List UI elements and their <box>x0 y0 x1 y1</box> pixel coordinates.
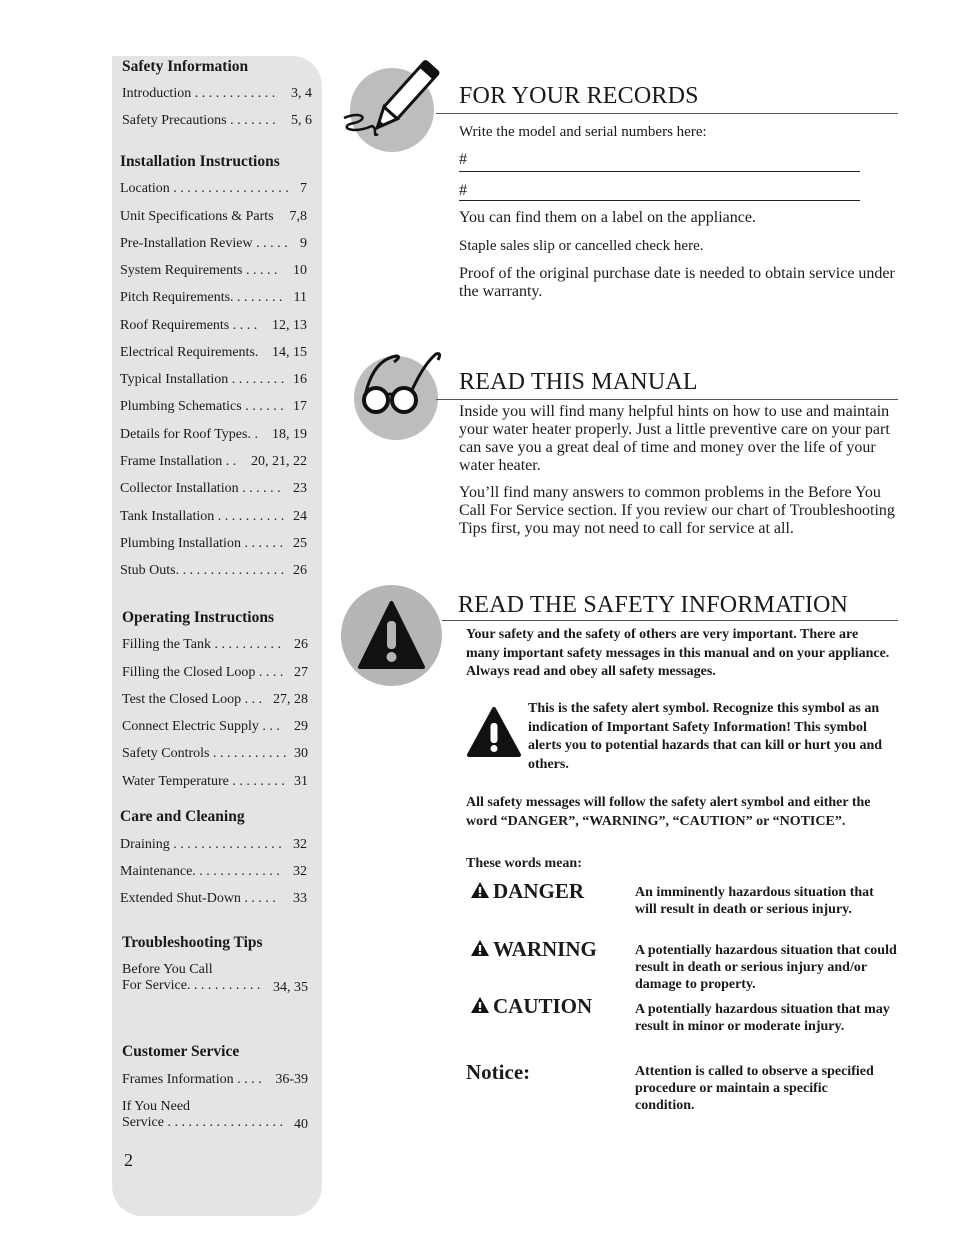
toc-item[interactable]: Location . . . . . . . . . . . . . . . . . 7 <box>120 181 307 196</box>
toc-item[interactable]: Safety Precautions . . . . . . . 5, 6 <box>122 113 312 128</box>
toc-item[interactable]: Water Temperature . . . . . . . . 31 <box>122 774 308 789</box>
toc-item[interactable]: Electrical Requirements. 14, 15 <box>120 345 307 360</box>
manual-paragraph: You’ll find many answers to common problems in the Before You Call For Service section. If you review our chart of Troubleshooting Tips first, you may not need to call for service at all. <box>459 484 895 537</box>
toc-item[interactable]: Filling the Tank . . . . . . . . . . 26 <box>122 637 308 652</box>
toc-heading[interactable]: Operating Instructions <box>122 609 274 626</box>
alert-triangle-icon <box>470 881 490 899</box>
toc-heading[interactable]: Customer Service <box>122 1043 240 1060</box>
toc-item[interactable]: Typical Installation . . . . . . . . 16 <box>120 372 307 387</box>
toc-item[interactable]: Draining . . . . . . . . . . . . . . . . 32 <box>120 837 307 852</box>
toc-item[interactable]: Plumbing Schematics . . . . . . 17 <box>120 399 307 414</box>
warning-signal: WARNING <box>470 937 597 962</box>
toc-item[interactable]: Unit Specifications & Parts 7,8 <box>120 209 307 224</box>
caution-signal: CAUTION <box>470 994 592 1019</box>
toc-heading[interactable]: Troubleshooting Tips <box>122 934 263 951</box>
serial-number-field[interactable] <box>459 200 860 201</box>
toc-item[interactable]: Pitch Requirements. . . . . . . . 11 <box>120 290 307 305</box>
toc-item[interactable]: Safety Controls . . . . . . . . . . . 30 <box>122 746 308 761</box>
section-title-records: FOR YOUR RECORDS <box>459 83 699 109</box>
toc-item[interactable]: Test the Closed Loop . . . 27, 28 <box>122 692 308 707</box>
records-intro: Write the model and serial numbers here: <box>459 124 707 140</box>
alert-triangle-icon <box>470 939 490 957</box>
eyeglasses-icon <box>354 356 438 440</box>
page-number: 2 <box>124 1150 133 1170</box>
divider <box>436 399 898 400</box>
toc-heading[interactable]: Safety Information <box>122 58 249 75</box>
caution-description: A potentially hazardous situation that may result in minor or moderate injury. <box>635 1002 890 1034</box>
toc-item[interactable]: Pre-Installation Review . . . . . 9 <box>120 236 307 251</box>
notice-description: Attention is called to observe a specified procedure or maintain a specific condition. <box>635 1064 874 1113</box>
notice-signal: Notice: <box>466 1060 531 1084</box>
danger-description: An imminently hazardous situation that will result in death or serious injury. <box>635 885 874 917</box>
section-title-safety: READ THE SAFETY INFORMATION <box>458 592 849 618</box>
toc-item[interactable]: Details for Roof Types. . 18, 19 <box>120 427 307 442</box>
toc-item[interactable]: If You Need Service . . . . . . . . . . . . . . . . . 40 <box>122 1099 308 1132</box>
toc-item[interactable]: Frame Installation . . 20, 21, 22 <box>120 454 307 469</box>
divider <box>442 620 898 621</box>
toc-item[interactable]: Roof Requirements . . . . 12, 13 <box>120 318 307 333</box>
safety-alert-text: This is the safety alert symbol. Recognize this symbol as an indication of Important Safety Information! This symbol alerts you to potential hazards that can kill or hurt you and others. <box>528 701 883 772</box>
toc-item[interactable]: Introduction . . . . . . . . . . . . 3, 4 <box>122 86 312 101</box>
toc-item[interactable]: Frames Information . . . . 36-39 <box>122 1072 308 1087</box>
toc-item[interactable]: Maintenance. . . . . . . . . . . . . 32 <box>120 864 307 879</box>
warning-description: A potentially hazardous situation that could result in death or serious injury and/or damage to property. <box>635 943 897 992</box>
toc-heading[interactable]: Installation Instructions <box>120 153 280 170</box>
toc-item[interactable]: Extended Shut-Down . . . . . 33 <box>120 891 307 906</box>
toc-item[interactable]: Stub Outs. . . . . . . . . . . . . . . . 26 <box>120 563 307 578</box>
safety-alert-icon <box>466 706 522 763</box>
alert-triangle-icon <box>470 996 490 1014</box>
records-text: Proof of the original purchase date is needed to obtain service under the warranty. <box>459 265 895 300</box>
toc-item[interactable]: Plumbing Installation . . . . . . 25 <box>120 536 307 551</box>
toc-heading[interactable]: Care and Cleaning <box>120 808 245 825</box>
toc-item[interactable]: Filling the Closed Loop . . . . 27 <box>122 665 308 680</box>
safety-intro: Your safety and the safety of others are very important. There are many important safety messages in this manual and on your appliance. Always read and obey all safety messages. <box>466 627 890 679</box>
table-of-contents <box>112 56 322 1216</box>
danger-signal: DANGER <box>470 879 584 904</box>
words-mean-label: These words mean: <box>466 856 582 871</box>
safety-follow-text: All safety messages will follow the safety alert symbol and either the word “DANGER”, “WARNING”, “CAUTION” or “NOTICE”. <box>466 795 871 829</box>
section-title-manual: READ THIS MANUAL <box>459 369 698 395</box>
records-text: You can find them on a label on the appliance. <box>459 209 756 226</box>
toc-item[interactable]: Before You Call For Service. . . . . . . . . . . 34, 35 <box>122 962 308 995</box>
toc-item[interactable]: System Requirements . . . . . 10 <box>120 263 307 278</box>
model-number-field[interactable] <box>459 171 860 172</box>
warning-icon <box>341 585 442 686</box>
pencil-icon <box>350 68 434 152</box>
model-number-label: # <box>459 151 467 168</box>
records-text: Staple sales slip or cancelled check here. <box>459 238 704 254</box>
manual-paragraph: Inside you will find many helpful hints on how to use and maintain your water heater properly. Just a little preventive care on your part can save you a great deal of time and money over the life of your water heater. <box>459 403 890 474</box>
toc-item[interactable]: Tank Installation . . . . . . . . . . 24 <box>120 509 307 524</box>
divider <box>436 113 898 114</box>
toc-item[interactable]: Connect Electric Supply . . . 29 <box>122 719 308 734</box>
serial-number-label: # <box>459 182 467 199</box>
toc-item[interactable]: Collector Installation . . . . . . 23 <box>120 481 307 496</box>
